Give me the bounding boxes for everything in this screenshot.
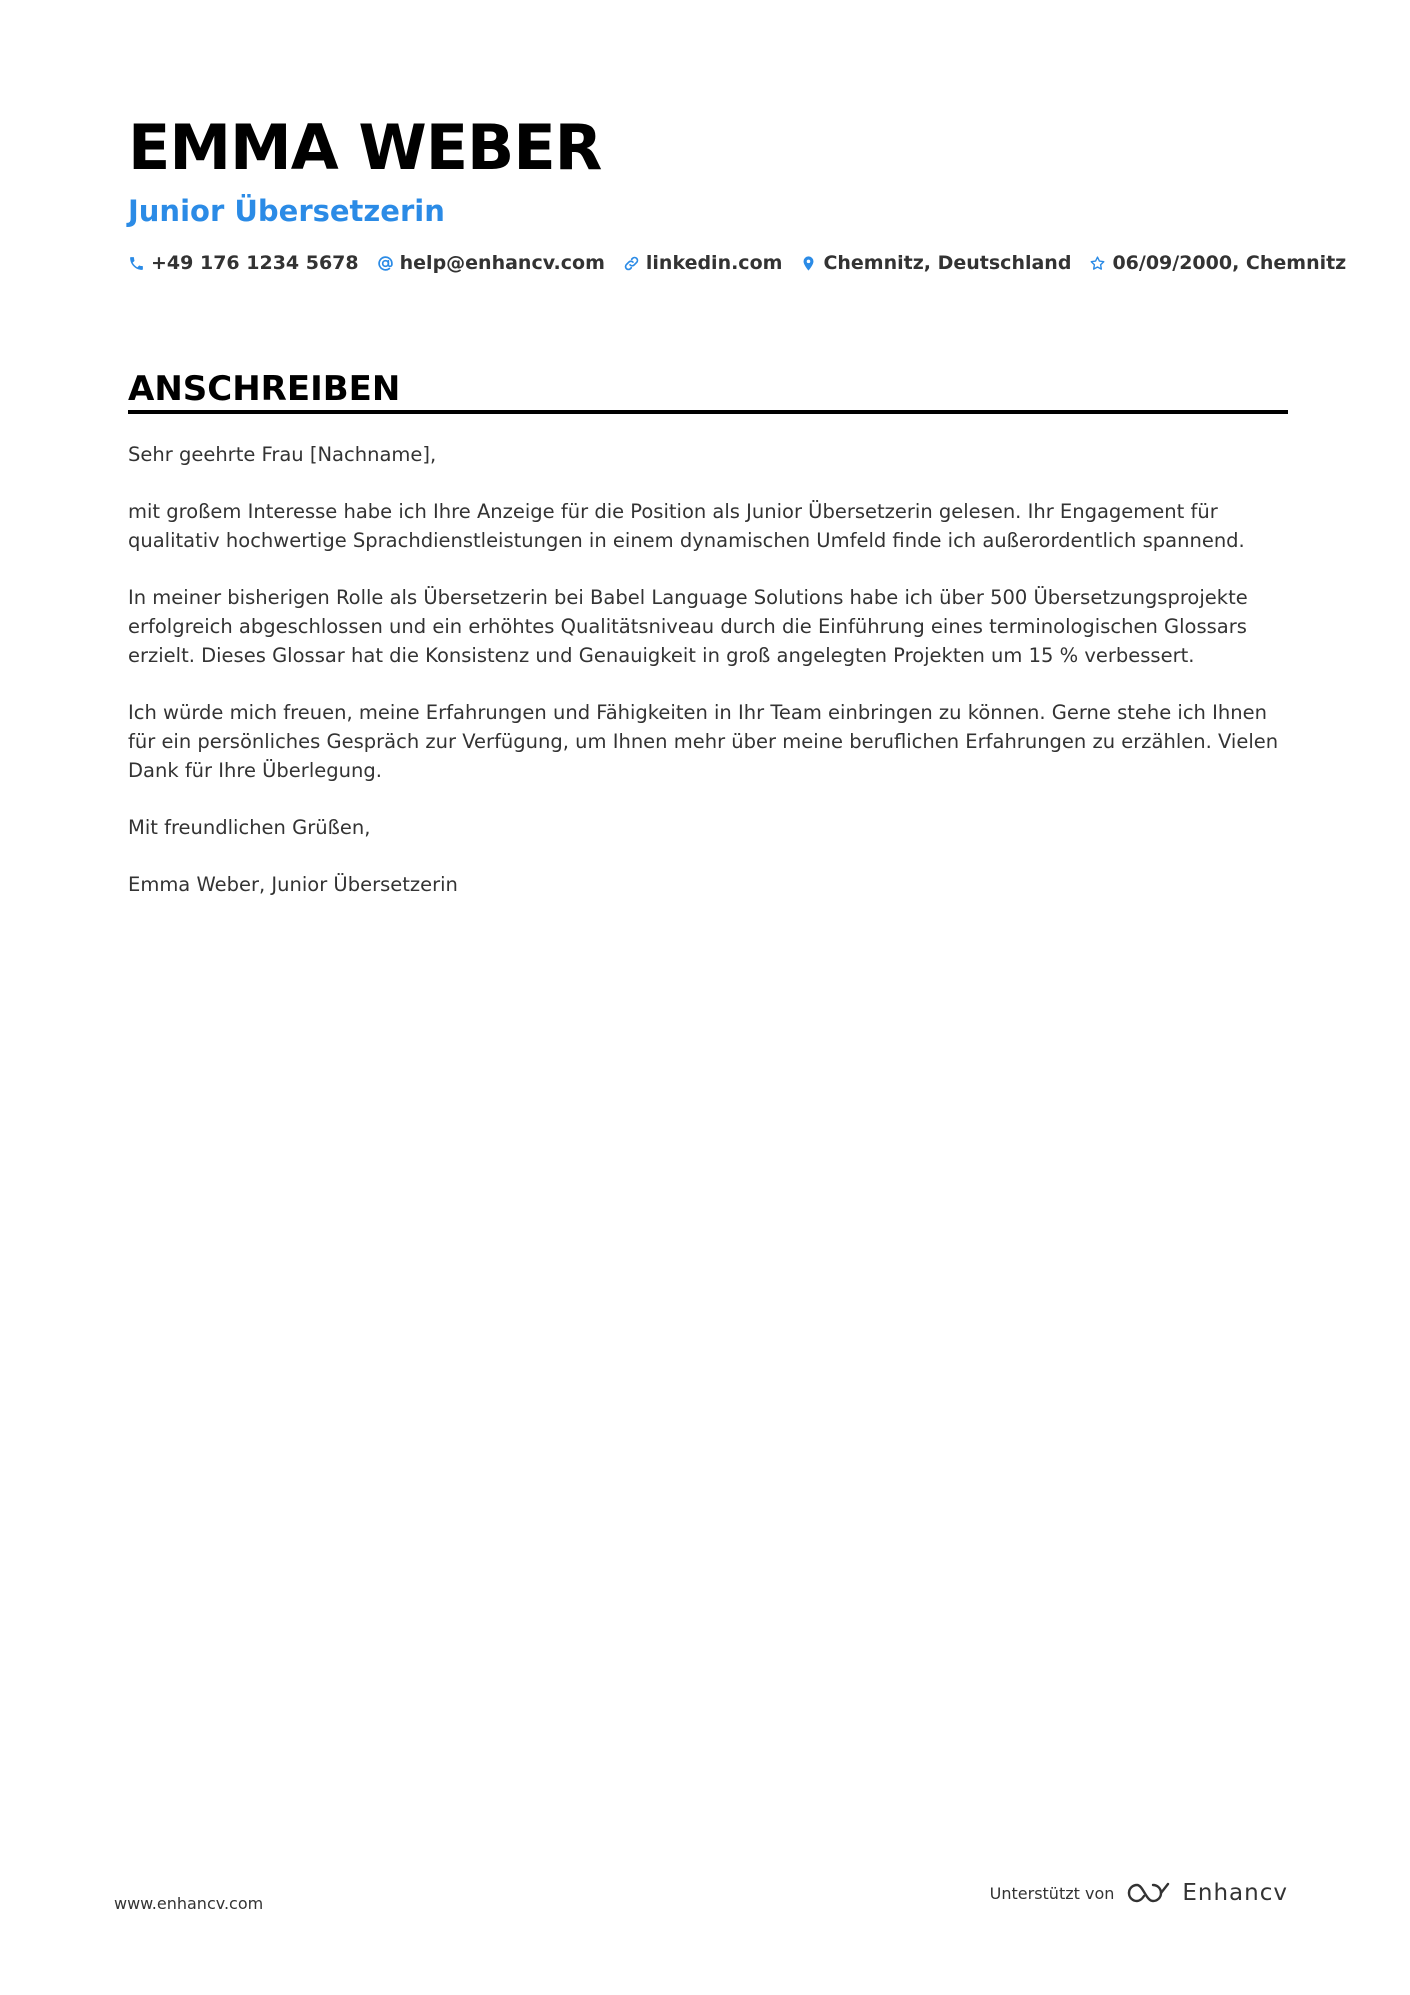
contact-birth [1089,252,1346,274]
footer-website[interactable]: www.enhancv.com [114,1894,264,1913]
at-icon [377,255,394,272]
contact-bar [128,252,1364,274]
link-icon [623,255,640,272]
footer-branding [990,1880,1288,1906]
contact-phone-text: +49 176 1234 5678 [151,252,359,274]
letter-signature: Emma Weber, Junior Übersetzerin [128,873,458,896]
section-title: ANSCHREIBEN [128,369,401,409]
contact-location-text: Chemnitz, Deutschland [823,252,1072,274]
location-icon [800,255,817,272]
contact-linkedin[interactable] [623,252,783,274]
letter-body [128,440,1293,927]
contact-birth-text: 06/09/2000, Chemnitz [1112,252,1347,274]
job-title: Junior Übersetzerin [128,194,445,228]
applicant-name: EMMA WEBER [128,111,602,184]
letter-paragraph-2: In meiner bisherigen Rolle als Übersetzerin bei Babel Language Solutions habe ich über 500 Übersetzungsprojekte erfolgreich abgeschlossen und ein erhöhtes Qualitätsniveau durch die Einführung eines terminologischen Glossars erzielt. Dieses Glossar hat die Konsistenz und Genauigkeit in groß angelegten Projekten um 15 % verbessert. [128,586,1248,667]
enhancv-logo-icon [1126,1880,1172,1906]
contact-location [800,252,1071,274]
phone-icon [128,255,145,272]
letter-closing: Mit freundlichen Grüßen, [128,816,371,839]
contact-phone[interactable] [128,252,359,274]
contact-linkedin-text: linkedin.com [645,252,783,274]
powered-by-label: Unterstützt von [989,1883,1115,1903]
star-icon [1089,255,1106,272]
letter-paragraph-3: Ich würde mich freuen, meine Erfahrungen und Fähigkeiten in Ihr Team einbringen zu können. Gerne stehe ich Ihnen für ein persönliches Gespräch zur Verfügung, um Ihnen mehr über meine beruflichen Erfahrungen zu erzählen. Vielen Dank für Ihre Überlegung. [128,701,1279,782]
letter-salutation: Sehr geehrte Frau [Nachname], [128,443,437,466]
enhancv-logo-wordmark: Enhancv [1182,1880,1288,1906]
contact-email-text: help@enhancv.com [399,252,605,274]
section-divider [128,410,1288,414]
contact-email[interactable] [377,252,605,274]
letter-paragraph-1: mit großem Interesse habe ich Ihre Anzeige für die Position als Junior Übersetzerin gelesen. Ihr Engagement für qualitativ hochwertige Sprachdienstleistungen in einem dynamischen Umfeld finde ich außerordentlich spannend. [128,500,1245,552]
